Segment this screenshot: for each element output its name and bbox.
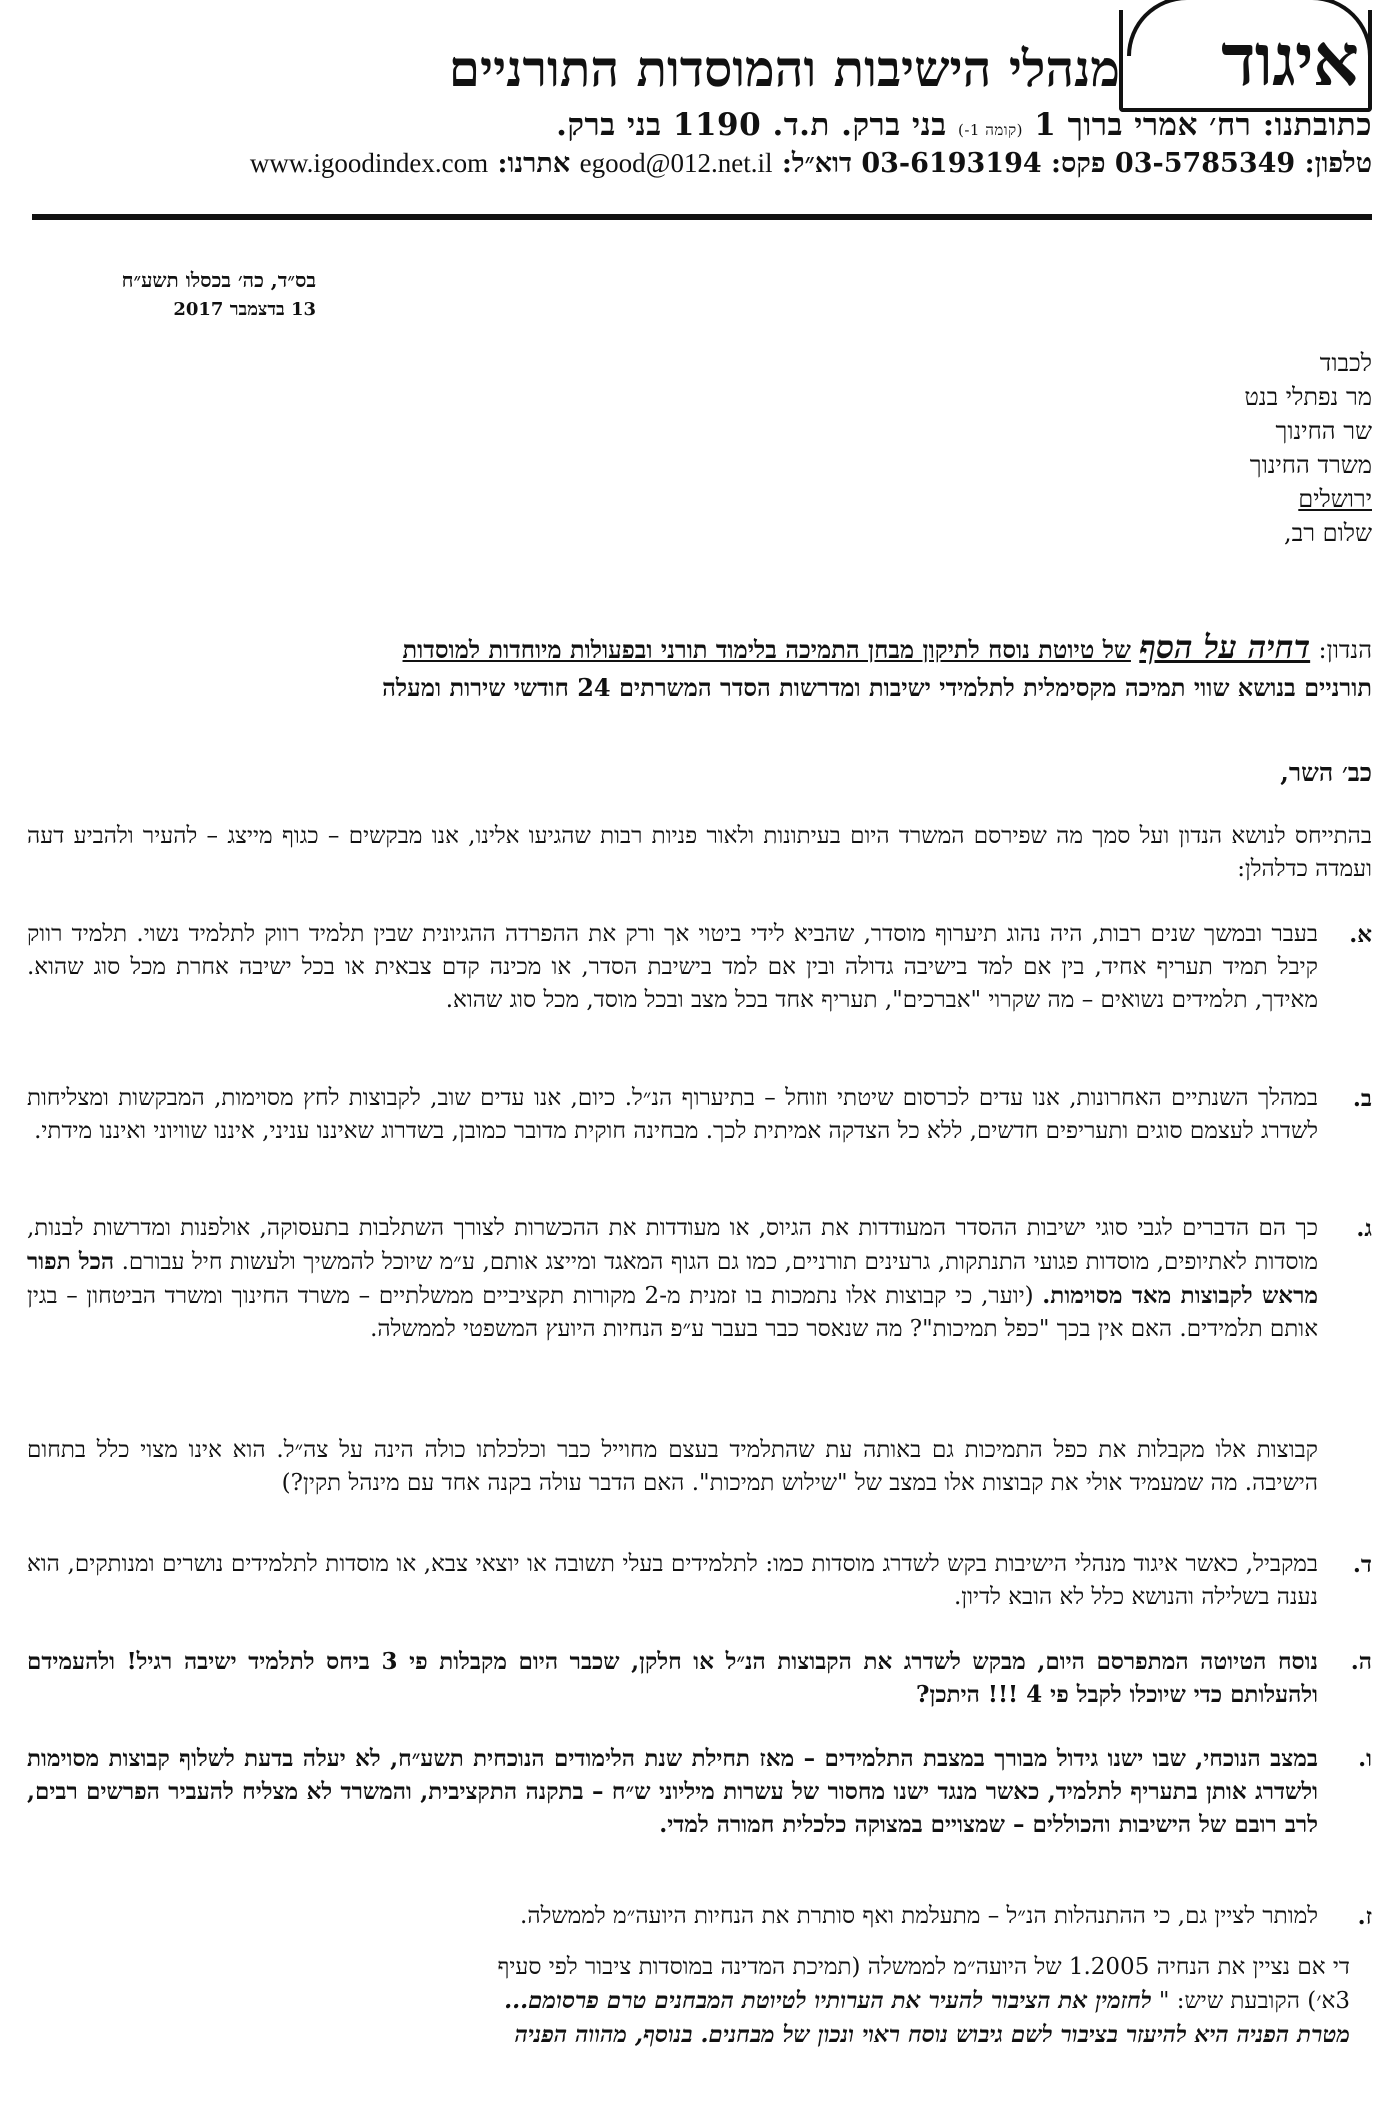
recipient-block bbox=[1244, 346, 1372, 550]
date-block bbox=[26, 268, 316, 320]
item-letter: ג. bbox=[1356, 1215, 1372, 1242]
recipient-greeting: שלום רב, bbox=[1284, 519, 1372, 547]
address-main: כתובתנו: רח׳ אמרי ברוך 1 bbox=[1034, 107, 1372, 143]
item-text bbox=[27, 1212, 1318, 1346]
site-label: אתרנו: bbox=[497, 148, 571, 179]
item-letter: ה. bbox=[1350, 1648, 1372, 1675]
closing-quote: לחזמין את הציבור להעיר את הערותיו לטיוטת המבחנים טרם פרסומם... bbox=[504, 1987, 1152, 2014]
subject-emphasis: דחיה על הסף bbox=[1139, 628, 1311, 666]
item-text: בעבר ובמשך שנים רבות, היה נהוג תיערוף מוסדר, שהביא לידי ביטוי אך ורק את ההפרדה ההגיונית שבין תלמיד רווק לתלמיד נשוי. תלמיד רווק קיבל תמיד תעריף אחיד, בין אם למד בישיבה גדולה ובין אם למד בישיבת הסדר, או מכינה קדם צבאית או בכל ישיבה אחרת מכל סוג שהוא. מאידך, תלמידים נשואים – מה שקרוי "אברכים", תעריף אחד בכל מצב ובכל מוסד, מכל סוג שהוא. bbox=[27, 921, 1318, 1013]
org-name: מנהלי הישיבות והמוסדות התורניים bbox=[448, 39, 1120, 98]
contact-line bbox=[32, 148, 1372, 179]
closing-line: די אם נציין את הנחיה 1.2005 של היועה״מ לממשלה (תמיכת המדינה במוסדות ציבור לפי סעיף bbox=[497, 1954, 1350, 1980]
subject-line-2: תורניים בנושא שווי תמיכה מקסימלית לתלמידי ישיבות ומדרשות הסדר המשרתים 24 חודשי שירות ומעלה bbox=[382, 673, 1372, 702]
address-floor: (קומה 1-) bbox=[957, 121, 1023, 139]
item-text-part: (יוער, כי קבוצות אלו נתמכות בו זמנית מ-2 מקורות תקציביים ממשלתיים – משרד החינוך ומשרד הביטחון – בגין אותם תלמידים. האם אין בכך "כפל תמיכות"? מה שנאסר כבר בעבר ע״פ הנחיות היועץ המשפטי לממשלה. bbox=[27, 1283, 1318, 1342]
subject-label: הנדון: bbox=[1318, 636, 1372, 664]
list-item bbox=[27, 1082, 1372, 1148]
closing-paragraph bbox=[30, 1950, 1350, 2052]
paragraph: קבוצות אלו מקבלות את כפל התמיכות גם באותה עת שהתלמיד בעצם מחוייל כבר וכלכלתו כולה הינה על צה״ל. הוא אינו מצוי כלל בתחום הישיבה. מה שמעמיד אולי את קבוצות אלו במצב של "שילוש תמיכות". האם הדבר עולה בקנה אחד עם מינהל תקין?) bbox=[27, 1437, 1318, 1496]
subject-block bbox=[27, 628, 1372, 707]
recipient-line: משרד החינוך bbox=[1249, 451, 1372, 479]
item-letter: א. bbox=[1349, 921, 1372, 948]
recipient-line: מר נפתלי בנט bbox=[1244, 383, 1372, 411]
item-letter: ז. bbox=[1357, 1903, 1372, 1930]
item-bold-part: הכל תפור מראש לקבוצות מאד מסוימות. bbox=[27, 1248, 1319, 1309]
item-text: נוסח הטיוטה המתפרסם היום, מבקש לשדרג את הקבוצות הנ״ל או חלקן, שכבר היום מקבלות פי 3 ביחס לתלמיד ישיבה רגיל! ולהעמידם ולהעלותם כדי שיוכלו לקבל פי 4 !!! היתכן? bbox=[27, 1648, 1318, 1708]
date-hebrew: בס״ד, כה׳ בכסלו תשע״ח bbox=[121, 268, 316, 292]
list-item bbox=[27, 1645, 1372, 1711]
subject-line-1 bbox=[27, 628, 1372, 669]
phone-text: טלפון: 03-5785349 פקס: 03-6193194 דוא״ל: bbox=[781, 148, 1372, 179]
salutation: כב׳ השר, bbox=[1280, 758, 1372, 787]
recipient-line: לכבוד bbox=[1319, 349, 1372, 377]
list-item bbox=[27, 918, 1372, 1017]
item-text: במצב הנוכחי, שבו ישנו גידול מבורך במצבת התלמידים – מאז תחילת שנת הלימודים הנוכחית תשע״ח, לא יעלה בדעת לשלוף קבוצות מסוימות ולשדרג אותן בתעריף לתלמיד, כאשר מנגד ישנו מחסור של עשרות מיליוני ש״ח – בתקנה התקציבית, והמשרד לא מצליח להעביר הפרשים רבים, לרב רובם של הישיבות והכוללים – שמצויים במצוקה כלכלית חמורה למדי. bbox=[27, 1745, 1318, 1838]
closing-line bbox=[30, 1984, 1350, 2018]
list-item bbox=[27, 1742, 1372, 1841]
address-rest: בני ברק. ת.ד. 1190 בני ברק. bbox=[556, 107, 947, 143]
recipient-line: שר החינוך bbox=[1275, 417, 1372, 445]
logo-text: איגוד bbox=[1221, 17, 1358, 102]
email-link[interactable]: egood@012.net.il bbox=[579, 148, 773, 178]
item-text: למותר לציין גם, כי ההתנהלות הנ״ל – מתעלמת ואף סותרת את הנחיות היועה״מ לממשלה. bbox=[520, 1903, 1318, 1929]
list-item bbox=[27, 1548, 1372, 1614]
item-letter: ו. bbox=[1358, 1745, 1372, 1772]
header-divider bbox=[32, 214, 1372, 220]
address-line bbox=[556, 107, 1372, 143]
item-text-part: כך הם הדברים לגבי סוגי ישיבות ההסדר המעודדות את הגיוס, או מעודדות את ההכשרות לצורך השתלבות בתעסוקה, אולפנות ומדרשות לבנות, מוסדות לאתיופים, מוסדות פגועי התנתקות, גרעינים תורניים, כמו גם הגוף המאגד ומייצג אותם, ע״מ שיוכל להמשיך ולעשות חיל עבורם. bbox=[27, 1215, 1318, 1275]
date-gregorian: 13 בדצמבר 2017 bbox=[173, 299, 316, 320]
intro-paragraph: בהתייחס לנושא הנדון ועל סמך מה שפירסם המשרד היום בעיתונות ולאור פניות רבות שהגיעו אלינו, אנו מבקשים – כגוף מייצג – להעיר ולהביע דעה ועמדה כדלהלן: bbox=[27, 823, 1372, 882]
letterhead bbox=[32, 4, 1372, 112]
item-letter: ד. bbox=[1352, 1551, 1372, 1578]
website-link[interactable]: www.igoodindex.com bbox=[249, 148, 489, 178]
list-item bbox=[27, 1900, 1372, 1933]
closing-line-start: 3א׳) הקובעת שיש: " bbox=[1158, 1988, 1350, 2014]
closing-line: מטרת הפניה היא להיעזר בציבור לשם גיבוש נוסח ראוי ונכון של מבחנים. בנוסף, מהווה הפניה bbox=[514, 2021, 1350, 2048]
item-letter: ב. bbox=[1352, 1085, 1372, 1112]
item-text: במהלך השנתיים האחרונות, אנו עדים לכרסום שיטתי וזוחל – בתיערוף הנ״ל. כיום, אנו עדים שוב, לקבוצות לחץ מסוימות, המבקשות ומצליחות לשדרג לעצמם סוגים ותעריפים חדשים, ללא כל הצדקה אמיתית לכך. מבחינה חוקית מדובר כמובן, בשדרוג שאיננו עניני, איננו שוויוני ואיננו מידתי. bbox=[27, 1085, 1318, 1144]
recipient-city: ירושלים bbox=[1298, 485, 1372, 513]
subject-text: של טיוטת נוסח לתיקון מבחן התמיכה בלימוד תורני ובפעולות מיוחדות למוסדות bbox=[402, 635, 1131, 664]
item-text: במקביל, כאשר איגוד מנהלי הישיבות בקש לשדרג מוסדות כמו: לתלמידים בעלי תשובה או יוצאי צבא, או מוסדות לתלמידים נושרים ומנותקים, הוא נענה בשלילה והנושא כלל לא הובא לדיון. bbox=[27, 1551, 1318, 1610]
list-item bbox=[27, 1212, 1372, 1346]
